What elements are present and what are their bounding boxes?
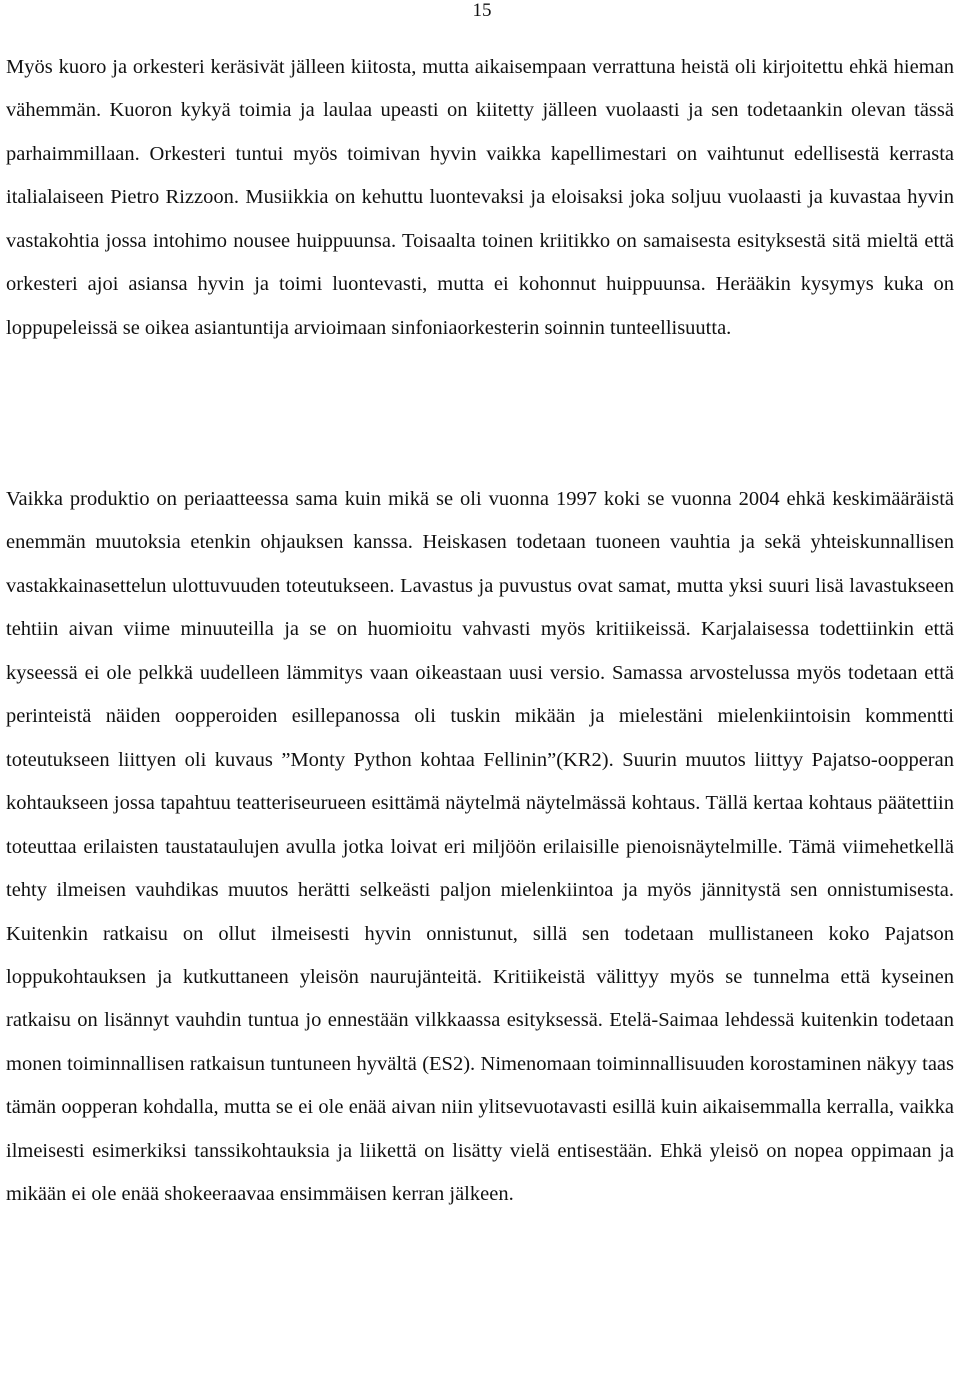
page-number: 15 bbox=[472, 0, 492, 21]
body-paragraph: Vaikka produktio on periaatteessa sama kuin mikä se oli vuonna 1997 koki se vuonna 2004 ehkä keskimääräistä enemmän muutoksia etenkin ohjauksen kanssa. Heiskasen todetaan tuoneen vauhtia ja sekä yhteiskunnallisen vastakkainasettelun ulottuvuuden toteutukseen. Lavastus ja puvustus ovat samat, mutta yksi suuri lisä lavastukseen tehtiin aivan viime minuuteilla ja se on huomioitu vahvasti myös kritiikeissä. Karjalaisessa todettiinkin että kyseessä ei ole pelkkä uudelleen lämmitys vaan oikeastaan uusi versio. Samassa arvostelussa myös todetaan että perinteistä näiden oopperoiden esillepanossa oli tuskin mikään ja mielestäni mielenkiintoisin kommentti toteutukseen liittyen oli kuvaus ”Monty Python kohtaa Fellinin”(KR2). Suurin muutos liittyy Pajatso-oopperan kohtaukseen jossa tapahtuu teatteriseurueen esittämä näytelmä näytelmässä kohtaus. Tällä kertaa kohtaus päätettiin toteuttaa erilaisten taustataulujen avulla jotka loivat eri miljöön erilaisille pienoisnäytelmille. Tämä viimehetkellä tehty ilmeisen vauhdikas muutos herätti selkeästi paljon mielenkiintoa ja myös jännitystä sen onnistumisesta. Kuitenkin ratkaisu on ollut ilmeisesti hyvin onnistunut, sillä sen todetaan mullistaneen koko Pajatson loppukohtauksen ja kutkuttaneen yleisön naurujänteitä. Kritiikeistä välittyy myös se tunnelma että kyseinen ratkaisu on lisännyt vauhdin tuntua jo ennestään vilkkaassa esityksessä. Etelä-Saimaa lehdessä kuitenkin todetaan monen toiminnallisen ratkaisun tuntuneen hyvältä (ES2). Nimenomaan toiminnallisuuden korostaminen näkyy taas tämän oopperan kohdalla, mutta se ei ole enää aivan niin ylitsevuotavasti esillä kuin aikaisemmalla kerralla, vaikka ilmeisesti esimerkiksi tanssikohtauksia ja liikettä on lisätty vielä entisestään. Ehkä yleisö on nopea oppimaan ja mikään ei ole enää shokeeraavaa ensimmäisen kerran jälkeen. bbox=[6, 488, 954, 1206]
body-paragraph: Myös kuoro ja orkesteri keräsivät jälleen kiitosta, mutta aikaisempaan verrattuna heistä oli kirjoitettu ehkä hieman vähemmän. Kuoron kykyä toimia ja laulaa upeasti on kiitetty jälleen vuolaasti ja sen todetaankin olevan tässä parhaimmillaan. Orkesteri tuntui myös toimivan hyvin vaikka kapellimestari on vaihtunut edellisestä kerrasta italialaiseen Pietro Rizzoon. Musiikkia on kehuttu luontevaksi ja eloisaksi joka soljuu vuolaasti ja kuvastaa hyvin vastakohtia jossa intohimo nousee huippuunsa. Toisaalta toinen kriitikko on samaisesta esityksestä sitä mieltä että orkesteri ajoi asiansa hyvin ja toimi luontevasti, mutta ei kohonnut huippuunsa. Herääkin kysymys kuka on loppupeleissä se oikea asiantuntija arvioimaan sinfoniaorkesterin soinnin tunteellisuutta. bbox=[6, 56, 954, 339]
